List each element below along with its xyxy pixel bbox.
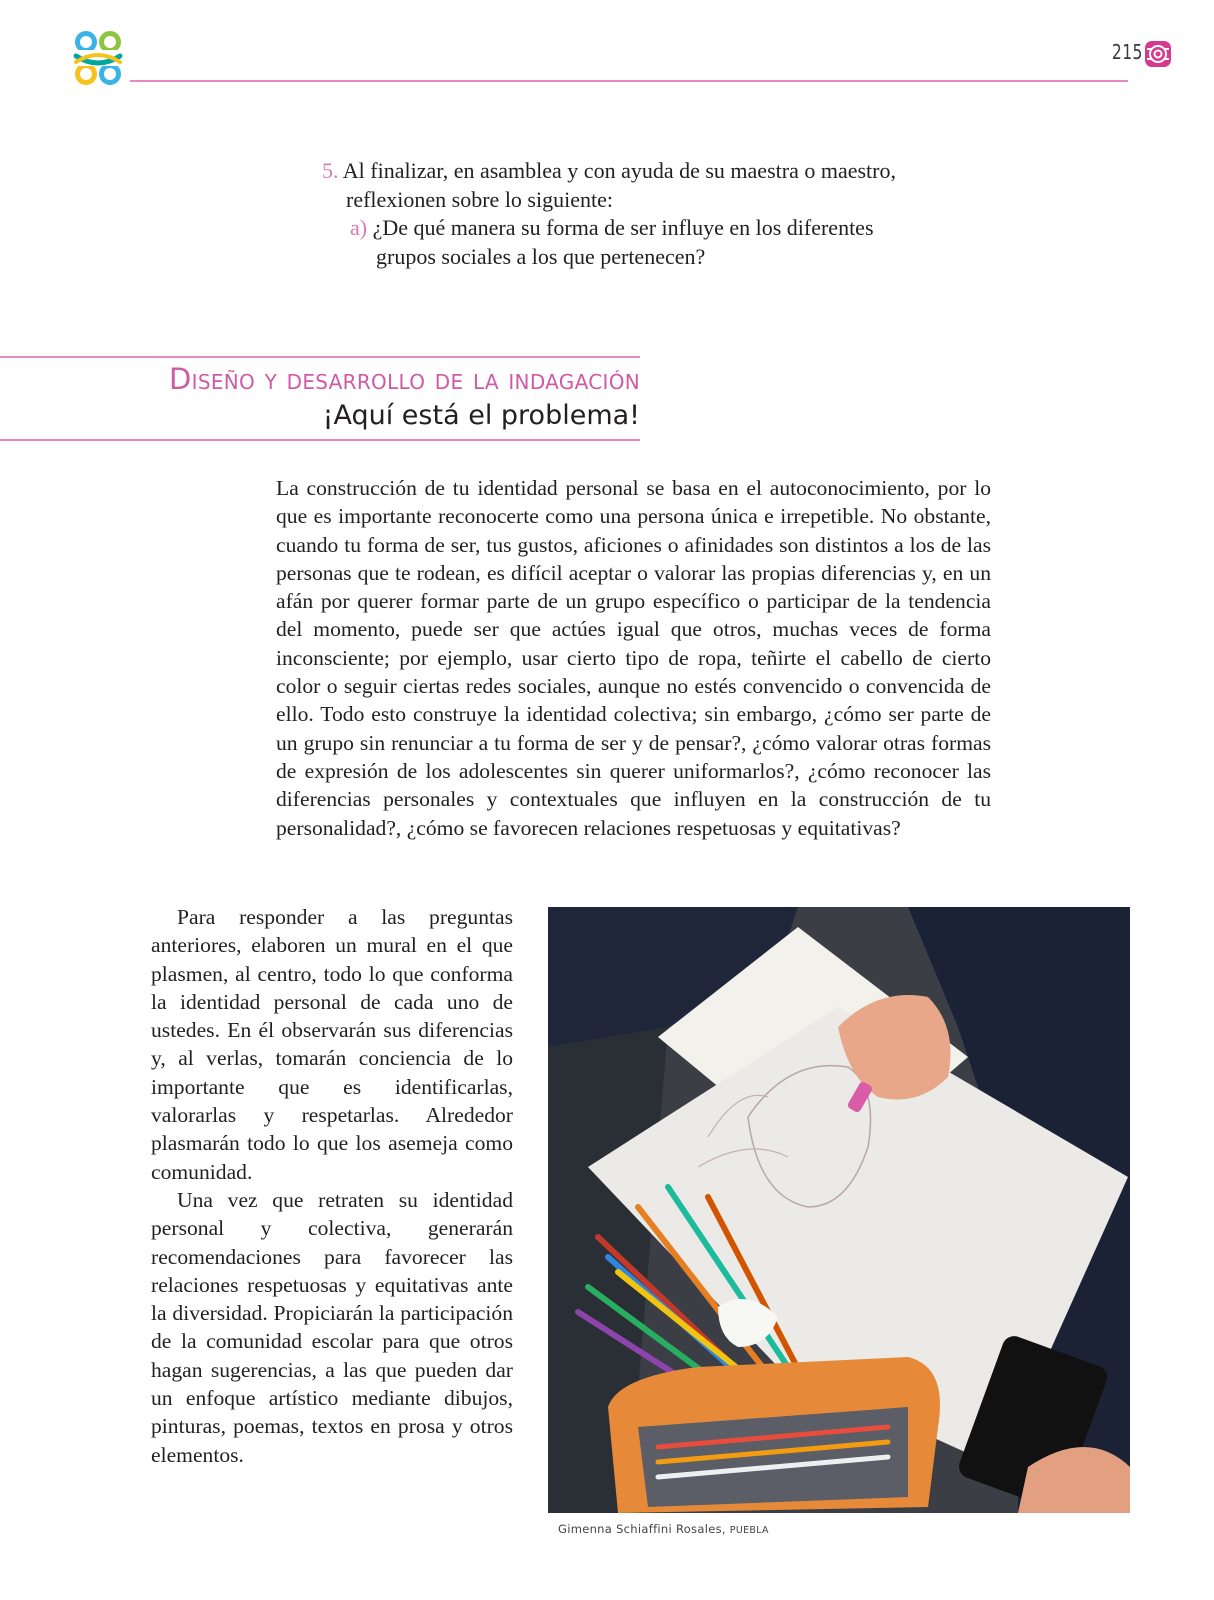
- section-rule-bottom: [0, 439, 640, 441]
- header-rule: [130, 80, 1128, 82]
- student-drawing-photo: [548, 907, 1130, 1513]
- body-column: [151, 903, 513, 1469]
- section-subtitle: ¡Aquí está el problema!: [322, 400, 640, 431]
- page-number: 215: [1111, 40, 1143, 64]
- caption-author: Gimenna Schiaffini Rosales,: [558, 1522, 726, 1536]
- subquestion-label: a): [350, 215, 368, 240]
- ornamental-glyph-icon: [1144, 40, 1172, 68]
- caption-place: PUEBLA: [729, 1525, 769, 1536]
- body-paragraph-1: Para responder a las preguntas anteriores, elaboren un mural en el que plasmen, al centro, todo lo que conforma la identidad personal de cada uno de ustedes. En él observarán sus diferencias y, al verlas, tomarán conciencia de lo importante que es identificarlas, valorarlas y respetarlas. Alrededor plasmarán todo lo que los asemeja como comunidad.: [151, 905, 513, 1184]
- section-title: Diseño y desarrollo de la indagación: [169, 362, 640, 396]
- question-5a: [350, 213, 920, 271]
- question-text-line2: reflexionen sobre lo siguiente:: [346, 187, 613, 212]
- body-paragraph-2: Una vez que retraten su identidad personal y colectiva, generarán recomendaciones para favorecer las relaciones respetuosas y equitativas ante la diversidad. Propiciarán la participación de la comunidad escolar para que otros hagan sugerencias, a las que pueden dar un enfoque artístico mediante dibujos, pinturas, poemas, textos en prosa y otros elementos.: [151, 1187, 513, 1467]
- interlocking-figures-logo-icon: [70, 30, 126, 86]
- section-rule-top: [0, 356, 640, 358]
- question-text-line1: Al finalizar, en asamblea y con ayuda de su maestra o maestro,: [342, 158, 896, 183]
- subquestion-line1: ¿De qué manera su forma de ser influye en los diferentes: [372, 215, 874, 240]
- subquestion-line2: grupos sociales a los que pertenecen?: [376, 244, 706, 269]
- question-5: [322, 156, 922, 214]
- photo-caption: [558, 1522, 769, 1536]
- question-number: 5.: [322, 158, 339, 183]
- intro-paragraph: La construcción de tu identidad personal se basa en el autoconocimiento, por lo que es importante reconocerte como una persona única e irrepetible. No obstante, cuando tu forma de ser, tus gustos, aficiones o afinidades son distintos a los de las personas que te rodean, es difícil aceptar o valorar las propias diferencias y, en un afán por querer formar parte de un grupo específico o participar de la tendencia del momento, puede ser que actúes igual que otros, muchas veces de forma inconsciente; por ejemplo, usar cierto tipo de ropa, teñirte el cabello de cierto color o seguir ciertas redes sociales, aunque no estés convencido o convencida de ello. Todo esto construye la identidad colectiva; sin embargo, ¿cómo ser parte de un grupo sin renunciar a tu forma de ser y de pensar?, ¿cómo valorar otras formas de expresión de los adolescentes sin querer uniformarlos?, ¿cómo reconocer las diferencias personales y contextuales que influyen en la construcción de tu personalidad?, ¿cómo se favorecen relaciones respetuosas y equitativas?: [276, 476, 991, 840]
